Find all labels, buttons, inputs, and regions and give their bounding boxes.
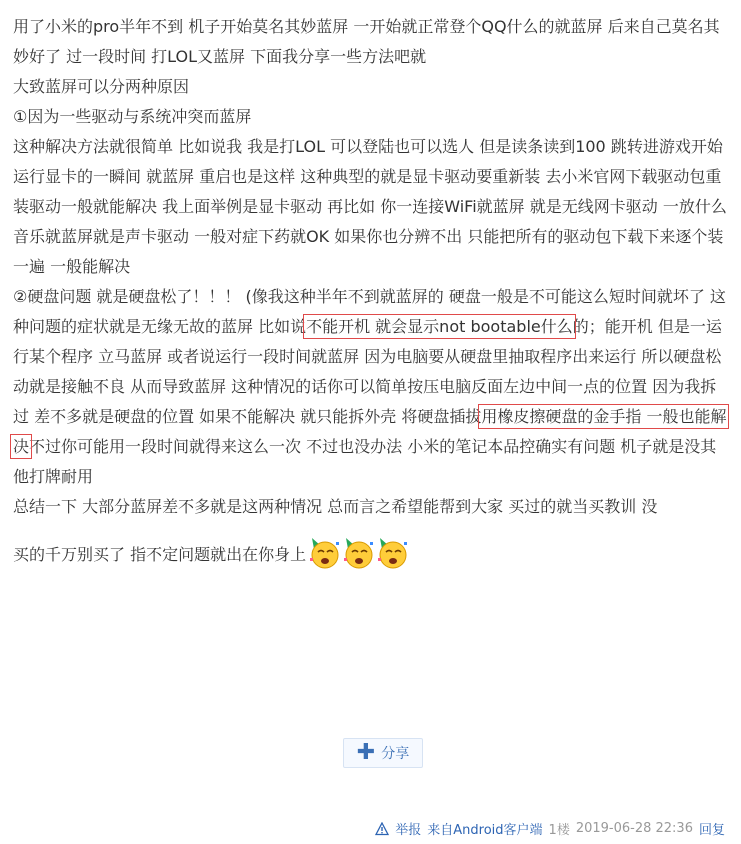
text-span: 不过你可能用一段时间就得来这么一次 不过也没办法 小米的笔记本品控确实有问题 机子就是没其他打牌耐用 [13,437,717,486]
post-paragraph [13,282,729,492]
warning-icon [375,822,389,836]
post-paragraph: 用了小米的pro半年不到 机子开始莫名其妙蓝屏 一开始就正常登个QQ什么的就蓝屏 后来自己莫名其妙好了 过一段时间 打LOL又蓝屏 下面我分享一些方法吧就 [13,17,720,66]
post-footer [375,819,725,838]
share-label: 分享 [381,746,410,762]
highlighted-text: 不能开机 就会显示not bootable什么 [306,317,573,336]
floor-label: 1楼 [548,823,570,838]
post-content [13,12,729,570]
last-line [13,536,729,570]
post-paragraph: ①因为一些驱动与系统冲突而蓝屏 [13,107,252,126]
party-face-icon [376,536,408,570]
reply-link[interactable]: 回复 [698,823,725,838]
post-paragraph: 大致蓝屏可以分两种原因 [13,77,190,96]
plus-icon: ✚ [356,740,376,765]
report-link[interactable]: 举报 [395,823,422,838]
share-button[interactable] [343,738,423,768]
last-line-text: 买的千万别买了 指不定问题就出在你身上 [13,545,307,564]
party-face-icon [308,536,340,570]
text-span: 的；能开机 但是一运行某个程序 立马蓝屏 或者说运行一段时间就蓝屏 因为电脑要从硬盘里抽取程序出来运行 所以硬盘松动就是接触不良 从而导致蓝屏 这种情况的话你可以简单按压电脑反面左边中间一点的位置 因为我拆过 差不多就是硬盘的位置 如果不能解决 就只能拆外壳 将硬盘插拔 [13,317,722,426]
party-face-icon [342,536,374,570]
post-summary: 总结一下 大部分蓝屏差不多就是这两种情况 总而言之希望能帮到大家 买过的就当买教训 没 [13,497,658,516]
source-label: 来自Android客户端 [427,823,543,838]
text-span: ②硬盘问题 就是硬盘松了！！！ (像我这种半年不到就蓝屏的 硬盘一般是不可能这么短时间就坏了 这种问题的症状就是无缘无故的蓝屏 比如说 [13,287,726,336]
highlighted-text: 用橡皮擦硬盘的金手指 一般也能解决 [13,407,727,456]
post-paragraph: 这种解决方法就很简单 比如说我 我是打LOL 可以登陆也可以选人 但是读条读到100 跳转进游戏开始运行显卡的一瞬间 就蓝屏 重启也是这样 这种典型的就是显卡驱动要重新装 去小米官网下载驱动包重装驱动一般就能解决 我上面举例是显卡驱动 再比如 你一连接WiFi就蓝屏 就是无线网卡驱动 一放什么音乐就蓝屏就是声卡驱动 一般对症下药就OK 如果你也分辨不出 只能把所有的驱动包下载下来逐个装一遍 一般能解决 [13,137,727,276]
post-timestamp: 2019-06-28 22:36 [575,821,693,836]
